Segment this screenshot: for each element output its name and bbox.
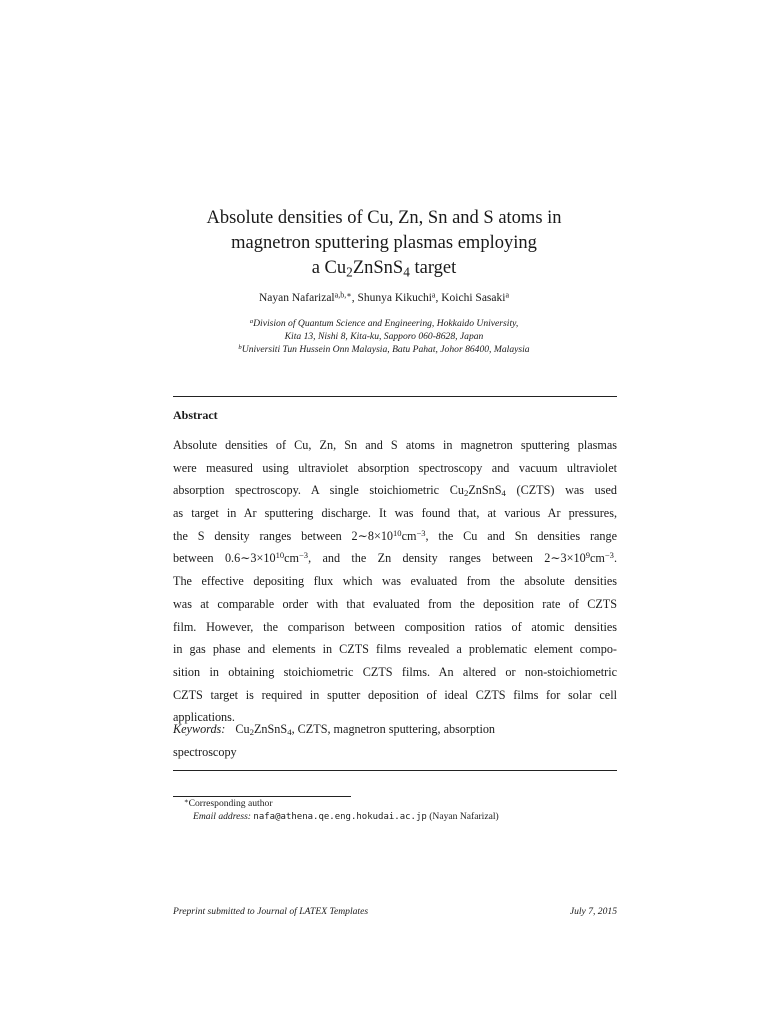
abstract-top-rule (173, 396, 617, 397)
abstract-line: the S density ranges between $2\sim 8\times 10^{10}cm^{-3}$, the Cu and Sn densities range (173, 527, 618, 543)
abstract-line: CZTS target is required in sputter deposition of ideal CZTS films for solar cell (173, 687, 617, 702)
abstract-line: film. However, the comparison between composition ratios of atomic densities (173, 619, 617, 634)
abstract-line: applications. (173, 710, 235, 725)
abstract-heading: Abstract (173, 408, 218, 422)
abstract-line: as target in Ar sputtering discharge. It was found that, at various Ar pressures, (173, 506, 617, 521)
abstract-line: between $0.6\sim 3\times 10^{10}cm^{-3}$, and the Zn density ranges between $2\sim 3\times 10^9cm^{-3}$. (173, 550, 617, 566)
abstract-line: was at comparable order with that evaluated from the deposition rate of CZTS (173, 596, 617, 611)
footnote (173, 798, 499, 823)
abstract-line: were measured using ultraviolet absorption spectroscopy and vacuum ultraviolet (173, 460, 617, 475)
footnote-corresponding: ∗Corresponding author (184, 797, 273, 809)
affiliations (100, 318, 668, 356)
keywords-line-2: spectroscopy (173, 744, 237, 759)
keywords-label: Keywords: (173, 722, 226, 736)
preprint-footer: Preprint submitted to Journal of LATEX Templates (173, 906, 369, 917)
affiliation-b: $^b$Universiti Tun Hussein Onn Malaysia, Batu Pahat, Johor 86400, Malaysia (238, 343, 530, 355)
abstract-text (173, 434, 617, 729)
author-1: Nayan Nafarizal$^{a,b,∗}$, (258, 290, 358, 304)
title-line-3: a $Cu_2ZnSnS_4$ target (311, 258, 457, 280)
abstract-line: absorption spectroscopy. A single stoichiometric $Cu_2ZnSnS_4$ (CZTS) was used (173, 483, 617, 499)
abstract-line: sition in obtaining stoichiometric CZTS films. An altered or non-stoichiometric (173, 664, 617, 679)
email-link[interactable]: nafa@athena.qe.eng.hokudai.ac.jp (253, 811, 427, 822)
author-2: Shunya Kikuchi$^a$, (357, 290, 442, 304)
abstract-line: Absolute densities of Cu, Zn, Sn and S atoms in magnetron sputtering plasmas (173, 438, 617, 452)
title-line-1: Absolute densities of Cu, Zn, Sn and S atoms in (206, 208, 562, 228)
abstract-bottom-rule (173, 770, 617, 771)
footnote-email: Email address: nafa@athena.qe.eng.hokudai.ac.jp (Nayan Nafarizal) (193, 810, 499, 822)
date-footer: July 7, 2015 (569, 906, 617, 917)
author-3: Koichi Sasaki$^a$ (441, 290, 510, 304)
keywords (173, 718, 617, 763)
paper-title (120, 206, 648, 281)
abstract-line: in gas phase and elements in CZTS films revealed a problematic element compo- (173, 642, 617, 657)
author-list (120, 292, 648, 304)
affiliation-a-address: Kita 13, Nishi 8, Kita-ku, Sapporo 060-8628, Japan (284, 330, 484, 342)
footnote-rule (173, 796, 351, 797)
keywords-line-1: Keywords: $Cu_2ZnSnS_4$, CZTS, magnetron sputtering, absorption (173, 722, 496, 738)
title-line-2: magnetron sputtering plasmas employing (231, 233, 537, 253)
abstract-line: The effective depositing flux which was evaluated from the absolute densities (173, 574, 617, 589)
affiliation-a: $^a$Division of Quantum Science and Engineering, Hokkaido University, (249, 317, 519, 329)
